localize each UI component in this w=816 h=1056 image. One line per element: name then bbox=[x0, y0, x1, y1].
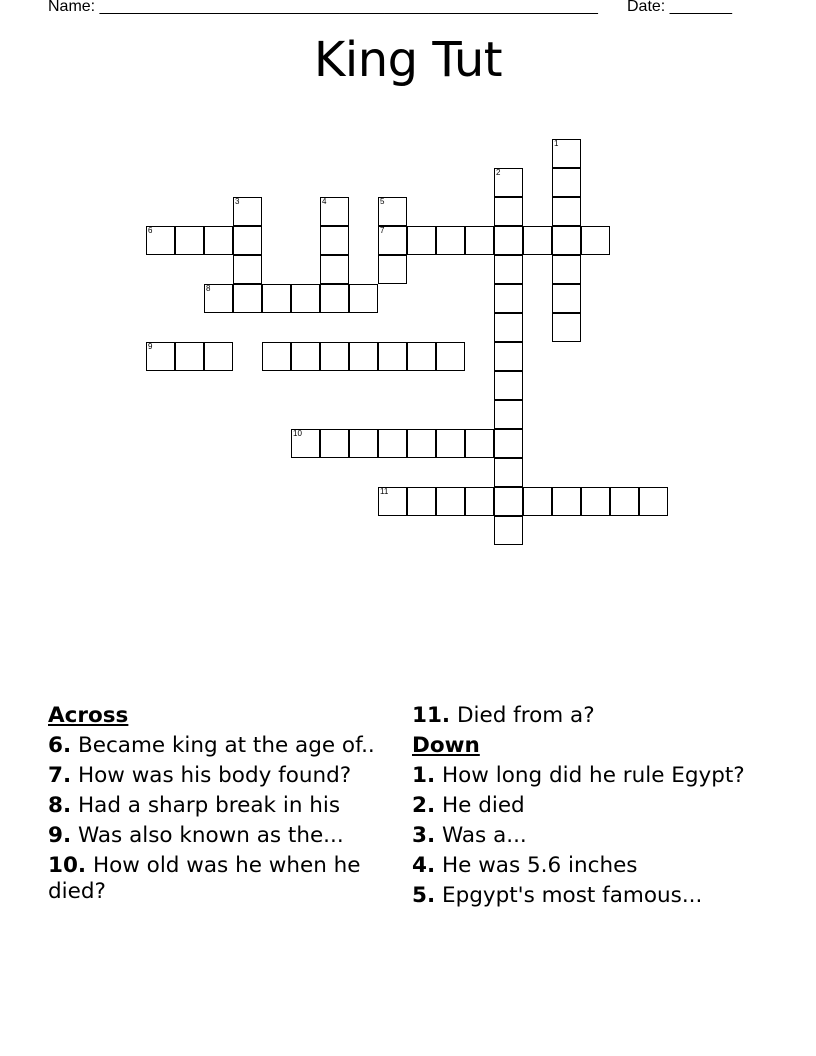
across-heading: Across bbox=[48, 703, 129, 728]
crossword-cell[interactable] bbox=[436, 429, 465, 458]
clue-number: 8. bbox=[48, 793, 72, 818]
clue-down-2 bbox=[412, 793, 757, 819]
crossword-cell[interactable] bbox=[581, 226, 610, 255]
clue-number: 7. bbox=[48, 763, 72, 788]
clue-text: How old was he when he died? bbox=[48, 853, 361, 904]
down-heading: Down bbox=[412, 733, 480, 758]
page-title: King Tut bbox=[313, 32, 503, 88]
clue-number-label: 10 bbox=[293, 429, 302, 438]
crossword-cell[interactable] bbox=[378, 342, 407, 371]
crossword-cell[interactable] bbox=[320, 255, 349, 284]
clue-across-6 bbox=[48, 733, 393, 759]
crossword-cell[interactable] bbox=[378, 197, 407, 226]
clue-text: Was a... bbox=[441, 823, 527, 848]
crossword-cell[interactable] bbox=[494, 400, 523, 429]
clue-number: 5. bbox=[412, 883, 436, 908]
crossword-cell[interactable] bbox=[552, 168, 581, 197]
clue-across-7 bbox=[48, 763, 393, 789]
crossword-cell[interactable] bbox=[204, 284, 233, 313]
clue-text: He was 5.6 inches bbox=[441, 853, 638, 878]
crossword-cell[interactable] bbox=[378, 487, 407, 516]
crossword-cell[interactable] bbox=[233, 226, 262, 255]
crossword-cell[interactable] bbox=[494, 168, 523, 197]
crossword-cell[interactable] bbox=[552, 255, 581, 284]
clue-number-label: 5 bbox=[380, 197, 385, 206]
crossword-cell[interactable] bbox=[494, 371, 523, 400]
clue-number: 4. bbox=[412, 853, 436, 878]
crossword-cell[interactable] bbox=[320, 284, 349, 313]
crossword-cell[interactable] bbox=[320, 197, 349, 226]
crossword-cell[interactable] bbox=[291, 284, 320, 313]
clue-number-label: 2 bbox=[496, 168, 501, 177]
crossword-cell[interactable] bbox=[465, 487, 494, 516]
crossword-cell[interactable] bbox=[320, 342, 349, 371]
clue-across-8 bbox=[48, 793, 393, 819]
crossword-cell[interactable] bbox=[378, 226, 407, 255]
clue-down-4 bbox=[412, 853, 757, 879]
crossword-cell[interactable] bbox=[494, 458, 523, 487]
clue-number-label: 1 bbox=[554, 139, 559, 148]
crossword-cell[interactable] bbox=[204, 226, 233, 255]
crossword-cell[interactable] bbox=[436, 487, 465, 516]
crossword-cell[interactable] bbox=[494, 255, 523, 284]
crossword-cell[interactable] bbox=[262, 342, 291, 371]
crossword-cell[interactable] bbox=[407, 226, 436, 255]
crossword-cell[interactable] bbox=[407, 342, 436, 371]
clue-number-label: 3 bbox=[235, 197, 240, 206]
crossword-cell[interactable] bbox=[552, 313, 581, 342]
crossword-cell[interactable] bbox=[494, 197, 523, 226]
crossword-cell[interactable] bbox=[494, 342, 523, 371]
clue-number: 9. bbox=[48, 823, 72, 848]
crossword-cell[interactable] bbox=[494, 313, 523, 342]
crossword-cell[interactable] bbox=[204, 342, 233, 371]
clue-across-10 bbox=[48, 853, 393, 905]
clue-across-11 bbox=[412, 703, 757, 729]
clue-number: 2. bbox=[412, 793, 436, 818]
clue-number-label: 4 bbox=[322, 197, 327, 206]
crossword-cell[interactable] bbox=[407, 429, 436, 458]
clue-text: Had a sharp break in his bbox=[77, 793, 341, 818]
crossword-cell[interactable] bbox=[349, 284, 378, 313]
clue-text: He died bbox=[441, 793, 525, 818]
crossword-cell[interactable] bbox=[465, 429, 494, 458]
crossword-cell[interactable] bbox=[552, 226, 581, 255]
crossword-cell[interactable] bbox=[146, 342, 175, 371]
crossword-cell[interactable] bbox=[581, 487, 610, 516]
crossword-cell[interactable] bbox=[378, 429, 407, 458]
crossword-cell[interactable] bbox=[291, 429, 320, 458]
crossword-cell[interactable] bbox=[175, 226, 204, 255]
crossword-cell[interactable] bbox=[349, 429, 378, 458]
crossword-cell[interactable] bbox=[233, 284, 262, 313]
clue-text: Died from a? bbox=[456, 703, 595, 728]
crossword-cell[interactable] bbox=[494, 284, 523, 313]
clue-text: How long did he rule Egypt? bbox=[441, 763, 745, 788]
crossword-cell[interactable] bbox=[639, 487, 668, 516]
crossword-cell[interactable] bbox=[436, 342, 465, 371]
crossword-cell[interactable] bbox=[552, 139, 581, 168]
crossword-cell[interactable] bbox=[494, 429, 523, 458]
clue-number-label: 6 bbox=[148, 226, 153, 235]
crossword-cell[interactable] bbox=[262, 284, 291, 313]
down-clues bbox=[412, 703, 757, 913]
crossword-cell[interactable] bbox=[465, 226, 494, 255]
name-field-label: Name: ________________________________________________________ bbox=[48, 0, 598, 15]
crossword-cell[interactable] bbox=[233, 197, 262, 226]
clue-text: Became king at the age of.. bbox=[77, 733, 375, 758]
clue-number: 11. bbox=[412, 703, 451, 728]
clue-number-label: 8 bbox=[206, 284, 211, 293]
crossword-cell[interactable] bbox=[610, 487, 639, 516]
clue-number: 6. bbox=[48, 733, 72, 758]
crossword-cell[interactable] bbox=[494, 226, 523, 255]
crossword-cell[interactable] bbox=[523, 487, 552, 516]
clue-down-5 bbox=[412, 883, 757, 909]
crossword-cell[interactable] bbox=[552, 487, 581, 516]
clue-across-9 bbox=[48, 823, 393, 849]
clue-number-label: 7 bbox=[380, 226, 385, 235]
clue-number: 10. bbox=[48, 853, 87, 878]
crossword-cell[interactable] bbox=[291, 342, 320, 371]
crossword-cell[interactable] bbox=[494, 516, 523, 545]
clue-number-label: 9 bbox=[148, 342, 153, 351]
across-clues bbox=[48, 703, 393, 909]
clue-number: 1. bbox=[412, 763, 436, 788]
clue-number-label: 11 bbox=[380, 487, 389, 496]
clue-down-3 bbox=[412, 823, 757, 849]
clue-text: Epgypt's most famous... bbox=[441, 883, 703, 908]
crossword-cell[interactable] bbox=[436, 226, 465, 255]
crossword-cell[interactable] bbox=[146, 226, 175, 255]
crossword-cell[interactable] bbox=[349, 342, 378, 371]
clue-text: How was his body found? bbox=[77, 763, 352, 788]
crossword-cell[interactable] bbox=[233, 255, 262, 284]
crossword-cell[interactable] bbox=[523, 226, 552, 255]
crossword-cell[interactable] bbox=[320, 226, 349, 255]
clue-number: 3. bbox=[412, 823, 436, 848]
crossword-cell[interactable] bbox=[552, 284, 581, 313]
crossword-cell[interactable] bbox=[378, 255, 407, 284]
crossword-cell[interactable] bbox=[407, 487, 436, 516]
clue-text: Was also known as the... bbox=[77, 823, 344, 848]
crossword-cell[interactable] bbox=[552, 197, 581, 226]
crossword-cell[interactable] bbox=[175, 342, 204, 371]
crossword-cell[interactable] bbox=[320, 429, 349, 458]
crossword-cell[interactable] bbox=[494, 487, 523, 516]
clue-down-1 bbox=[412, 763, 757, 789]
date-field-label: Date: _______ bbox=[627, 0, 732, 15]
